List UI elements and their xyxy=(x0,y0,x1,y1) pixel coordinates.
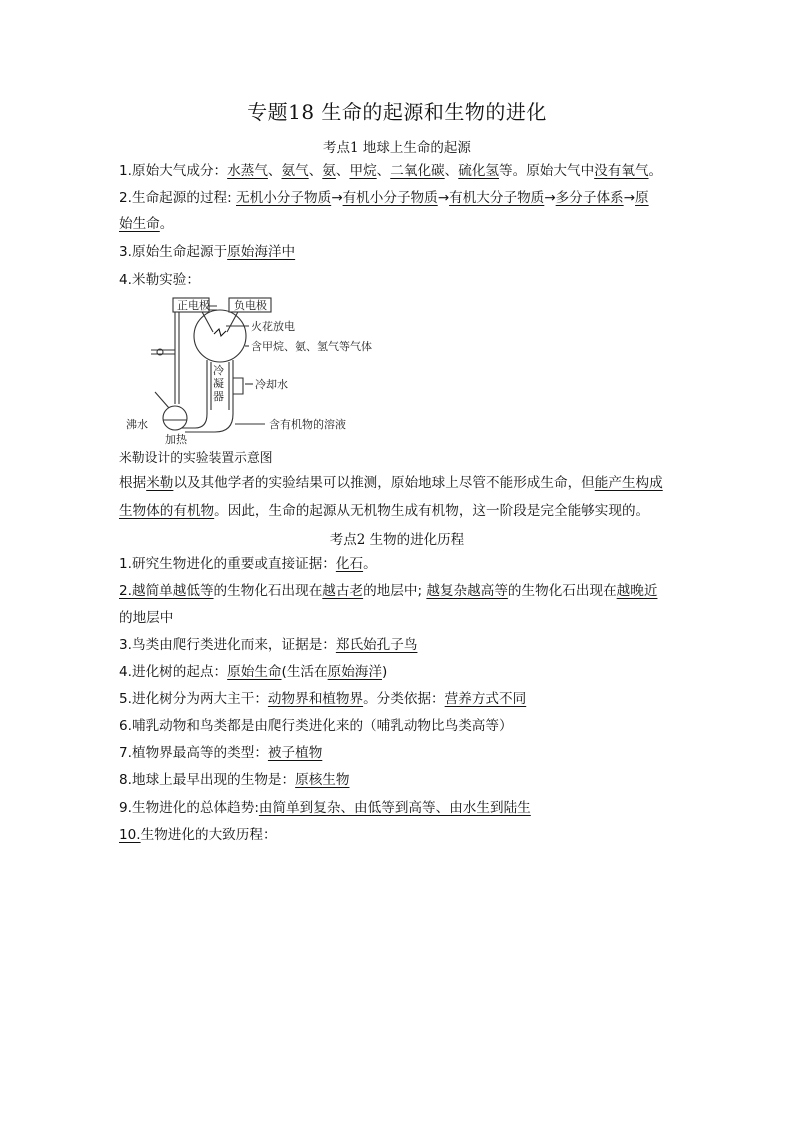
item-2-9: 9.生物进化的总体趋势:由简单到复杂、由低等到高等、由水生到陆生 xyxy=(119,800,531,816)
item-2-1: 1.研究生物进化的重要或直接证据：化石。 xyxy=(119,556,377,572)
item-2-8: 8.地球上最早出现的生物是：原核生物 xyxy=(119,772,350,788)
label-condenser-3: 器 xyxy=(213,390,224,403)
section-heading-2: 考点2 生物的进化历程 xyxy=(329,532,465,548)
gas-4: 甲烷 xyxy=(349,163,377,179)
item-3-origin: 3.原始生命起源于原始海洋中 xyxy=(119,244,296,260)
step-5a: 原 xyxy=(635,190,649,206)
gas-2: 氨气 xyxy=(281,163,309,179)
item-2-2: 2.越简单越低等的生物化石出现在越古老的地层中; 越复杂越高等的生物化石出现在越晚近 xyxy=(119,583,658,599)
label-gas: 含甲烷、氨、氢气等气体 xyxy=(251,340,372,353)
label-negative-electrode: 负电极 xyxy=(234,299,267,312)
no-oxygen: 没有氧气 xyxy=(594,163,649,179)
item-2-7: 7.植物界最高等的类型：被子植物 xyxy=(119,745,323,761)
miller-conclusion-line-2: 生物体的有机物。因此，生命的起源从无机物生成有机物，这一阶段是完全能够实现的。 xyxy=(119,503,650,519)
fossil-answer: 化石 xyxy=(335,556,364,572)
item-2-2-cont: 的地层中 xyxy=(119,610,174,626)
section-heading-1: 考点1 地球上生命的起源 xyxy=(323,140,471,156)
gas-5: 二氧化碳 xyxy=(390,163,445,179)
item-2-process-cont: 始生命。 xyxy=(119,216,174,232)
gas-1: 水蒸气 xyxy=(227,163,268,179)
label-heat: 加热 xyxy=(165,433,187,446)
step-2: 有机小分子物质 xyxy=(342,190,438,206)
item-2-10: 10.生物进化的大致历程： xyxy=(119,827,277,843)
item-2-process: 2.生命起源的过程: 无机小分子物质→有机小分子物质→有机大分子物质→多分子体系→原 xyxy=(119,190,649,206)
step-5b: 始生命 xyxy=(119,216,160,232)
diagram-caption: 米勒设计的实验装置示意图 xyxy=(119,451,273,466)
step-4: 多分子体系 xyxy=(555,190,624,206)
origin-place: 原始海洋中 xyxy=(227,244,296,260)
page-title: 专题18 生命的起源和生物的进化 xyxy=(247,100,547,124)
gas-3: 氨 xyxy=(322,163,336,179)
gas-6: 硫化氢 xyxy=(458,163,500,179)
label-spark: 火花放电 xyxy=(251,320,295,333)
item-1-atmosphere: 1.原始大气成分：水蒸气、氨气、氨、甲烷、二氧化碳、硫化氢等。原始大气中没有氧气。 xyxy=(119,163,663,179)
miller-apparatus-diagram xyxy=(126,296,405,446)
label-positive-electrode: 正电极 xyxy=(177,299,210,312)
miller-name: 米勒 xyxy=(146,475,174,491)
label-condenser-2: 凝 xyxy=(213,377,224,390)
miller-conclusion-line-1: 根据米勒以及其他学者的实验结果可以推测，原始地球上尽管不能形成生命，但能产生构成 xyxy=(119,475,663,491)
item-4-miller: 4.米勒实验： xyxy=(119,272,200,288)
label-condenser-1: 冷 xyxy=(213,364,224,377)
item-2-3: 3.鸟类由爬行类进化而来，证据是：郑氏始孔子鸟 xyxy=(119,637,418,653)
item-2-4: 4.进化树的起点：原始生命(生活在原始海洋) xyxy=(119,664,388,680)
step-1: 无机小分子物质 xyxy=(236,190,332,206)
label-cooling-water: 冷却水 xyxy=(255,378,288,391)
item-2-5: 5.进化树分为两大主干：动物界和植物界。分类依据：营养方式不同 xyxy=(119,691,527,707)
item-2-6: 6.哺乳动物和鸟类都是由爬行类进化来的（哺乳动物比鸟类高等） xyxy=(119,718,513,734)
label-boiling-water: 沸水 xyxy=(126,418,148,431)
label-solution: 含有机物的溶液 xyxy=(269,418,346,431)
step-3: 有机大分子物质 xyxy=(449,190,545,206)
